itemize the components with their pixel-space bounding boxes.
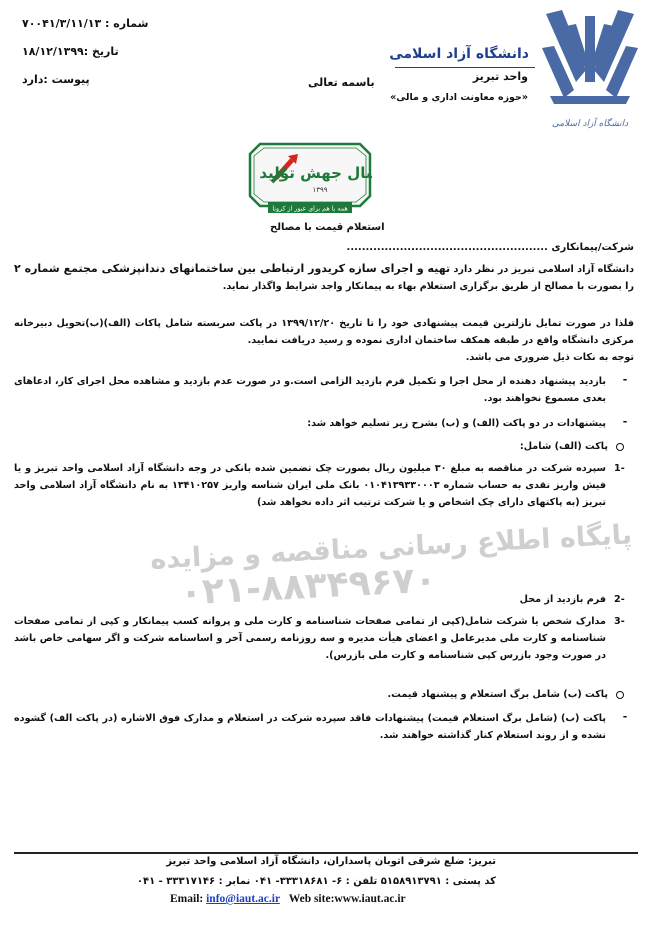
emblem-year: ۱۳۹۹ — [312, 186, 328, 194]
email-label: Email: — [170, 893, 204, 905]
dash-item-packets — [14, 415, 634, 432]
packet-a-heading — [520, 438, 624, 455]
letter-date: تاریخ :۱۸/۱۲/۱۳۹۹ — [22, 45, 119, 58]
circle-bullet-icon — [616, 691, 624, 699]
watermark-line2: ۰۲۱-۸۸۳۴۹۶۷۰ — [179, 559, 438, 614]
emblem-subtitle: همه با هم برای عبور از کرونا — [272, 205, 348, 213]
note-line: توجه به نکات ذیل ضروری می باشد. — [465, 352, 634, 363]
packet-a-text: پاکت (الف) شامل: — [519, 441, 608, 452]
branch-name: واحد تبریز — [472, 70, 528, 83]
email-link[interactable]: info@iaut.ac.ir — [206, 893, 280, 905]
packet-a-item-3-text: مدارک شخص یا شرکت شامل(کپی از تمامی صفحات شناسنامه و کارت ملی و پروانه کسب پیمانکار و کپی از تمامی صفحات شناسنامه و کارت ملی مدیرعامل و اعضای هیأت مدیره و سه روزنامه رسمی آخر و اساسنامه شرکت و اگر سهامی خاص باشد در صورت وجود بازرس کپی شناسنامه و کارت ملی بازرس). — [14, 616, 606, 661]
university-logo — [540, 8, 640, 136]
department-name: «حوزه معاونت اداری و مالی» — [390, 92, 528, 103]
letter-attachment: پیوست :دارد — [22, 73, 90, 86]
logo-text: دانشگاه آزاد اسلامی — [551, 119, 629, 129]
item-number: -2 — [614, 594, 625, 605]
header-rule — [395, 67, 535, 68]
packet-a-item-2 — [14, 591, 636, 608]
production-leap-emblem — [248, 142, 372, 216]
packet-a-item-1 — [14, 460, 636, 511]
dash-item-disqualify — [14, 710, 634, 744]
website-text: Web site:www.iaut.ac.ir — [288, 893, 406, 905]
packet-a-item-3 — [14, 613, 636, 664]
document-title: استعلام قیمت با مصالح — [270, 222, 385, 233]
request-paragraph: فلذا در صورت تمایل نازلترین قیمت پیشنهادی خود را تا تاریخ ۱۳۹۹/۱۲/۲۰ در پاکت سربسته شامل پاکات (الف)(ب)تحویل دبیرخانه مرکزی دانشگاه واقع در طبقه همکف ساختمان اداری نموده و رسید دریافت نمایید. — [14, 318, 634, 346]
dash-item-visit — [14, 373, 634, 407]
dash-bullet: - — [622, 373, 628, 386]
packet-a-item-1-text: سپرده شرکت در مناقصه به مبلغ ۳۰ میلیون ریال بصورت چک تضمین شده بانکی در وجه دانشگاه آزاد اسلامی واحد تبریز و یا فیش واریز نقدی به حساب شماره ۰۱۰۴۱۳۹۳۳۰۰۰۳ بانک ملی ایران شناسه واریز ۱۳۴۱۰۲۵۷ به نام دانشگاه آزاد اسلامی واحد تبریز (به پاکتهای دارای چک اشخاص و یا شرکت ترتیب اثر داده نخواهد شد) — [14, 463, 606, 508]
letter-number: شماره : ۷۰۰۴۱/۳/۱۱/۱۳ — [22, 17, 149, 30]
salutation: شرکت/پیمانکاری ..................................................... — [346, 242, 634, 253]
intro-subject: تهیه و اجرای سازه کریدور ارتباطی بین ساختمانهای دندانپزشکی مجتمع شماره ۲ — [14, 262, 451, 275]
footer-web — [170, 893, 406, 905]
intro-pre: دانشگاه آزاد اسلامی تبریز در نظر دارد — [450, 264, 635, 275]
footer-rule — [14, 852, 638, 854]
circle-bullet-icon — [616, 443, 624, 451]
footer-contact: کد پستی : ۵۱۵۸۹۱۳۷۹۱ تلفن : ۶- ۳۳۳۱۸۶۸۱- ۰۴۱ نمابر : ۳۳۳۱۷۱۴۶ - ۰۴۱ — [136, 876, 496, 887]
dash-item-disqualify-text: پاکت (ب) (شامل برگ استعلام قیمت) پیشنهادات فاقد سپرده شرکت در استعلام و مدارک فوق الاشاره (در پاکت الف) گشوده نشده و از روند استعلام کنار گذاشته خواهند شد. — [14, 713, 606, 741]
intro-post: را بصورت با مصالح از طریق برگزاری استعلام بهاء به پیمانکار واجد شرایط واگذار نماید. — [222, 281, 634, 292]
footer-address: تبریز: ضلع شرقی اتوبان پاسداران، دانشگاه آزاد اسلامی واحد تبریز — [166, 856, 496, 867]
packet-b-heading — [388, 686, 624, 703]
dash-item-visit-text: بازدید پیشنهاد دهنده از محل اجرا و تکمیل فرم بازدید الزامی است.و در صورت عدم بازدید و مشاهده محل اجرای کار، ادعاهای بعدی مسموع نخواهند بود. — [14, 376, 606, 404]
watermark-line1: پایگاه اطلاع رسانی مناقصه و مزایده — [149, 519, 633, 576]
item-number: -3 — [614, 616, 625, 627]
university-name: دانشگاه آزاد اسلامی — [389, 46, 529, 62]
item-number: -1 — [614, 463, 625, 474]
intro-paragraph — [14, 260, 634, 295]
dash-bullet: - — [622, 710, 628, 723]
basmala: باسمه تعالی — [308, 76, 375, 89]
packet-a-item-2-text: فرم بازدید از محل — [519, 594, 606, 605]
emblem-title: سال جهش تولید — [259, 164, 372, 182]
packet-b-text: پاکت (ب) شامل برگ استعلام و پیشنهاد قیمت. — [387, 689, 608, 700]
dash-item-packets-text: پیشنهادات در دو پاکت (الف) و (ب) بشرح زیر تسلیم خواهد شد: — [307, 418, 606, 429]
dash-bullet: - — [622, 415, 628, 428]
